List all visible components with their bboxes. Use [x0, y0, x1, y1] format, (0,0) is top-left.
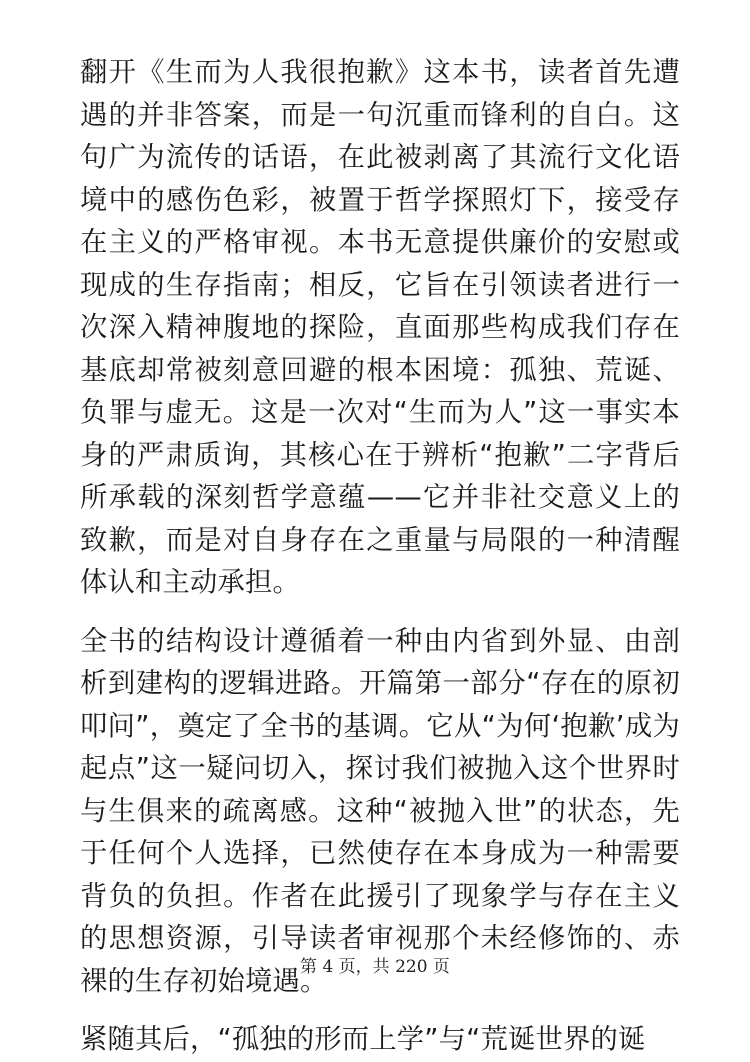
paragraph-1: 翻开《生而为人我很抱歉》这本书，读者首先遭遇的并非答案，而是一句沉重而锋利的自白。这句广为流传的话语，在此被剥离了其流行文化语境中的感伤色彩，被置于哲学探照灯下，接受存在主义的严格审视。本书无意提供廉价的安慰或现成的生存指南；相反，它旨在引领读者进行一次深入精神腹地的探险，直面那些构成我们存在基底却常被刻意回避的根本困境：孤独、荒诞、负罪与虚无。这是一次对“生而为人”这一事实本身的严肃质询，其核心在于辨析“抱歉”二字背后所承载的深刻哲学意蕴——它并非社交意义上的致歉，而是对自身存在之重量与局限的一种清醒体认和主动承担。 — [80, 57, 680, 598]
body-text — [80, 52, 680, 1062]
page-number-footer: 第 4 页，共 220 页 — [300, 957, 450, 977]
paragraph-2: 全书的结构设计遵循着一种由内省到外显、由剖析到建构的逻辑进路。开篇第一部分“存在的原初叩问”，奠定了全书的基调。它从“为何‘抱歉’成为起点”这一疑问切入，探讨我们被抛入这个世界时与生俱来的疏离感。这种“被抛入世”的状态，先于任何个人选择，已然使存在本身成为一种需要背负的负担。作者在此援引了现象学与存在主义的思想资源，引导读者审视那个未经修饰的、赤裸的生存初始境遇。 — [80, 625, 680, 997]
paragraph-3: 紧随其后，“孤独的形而上学”与“荒诞世界的诞 — [80, 1024, 646, 1055]
